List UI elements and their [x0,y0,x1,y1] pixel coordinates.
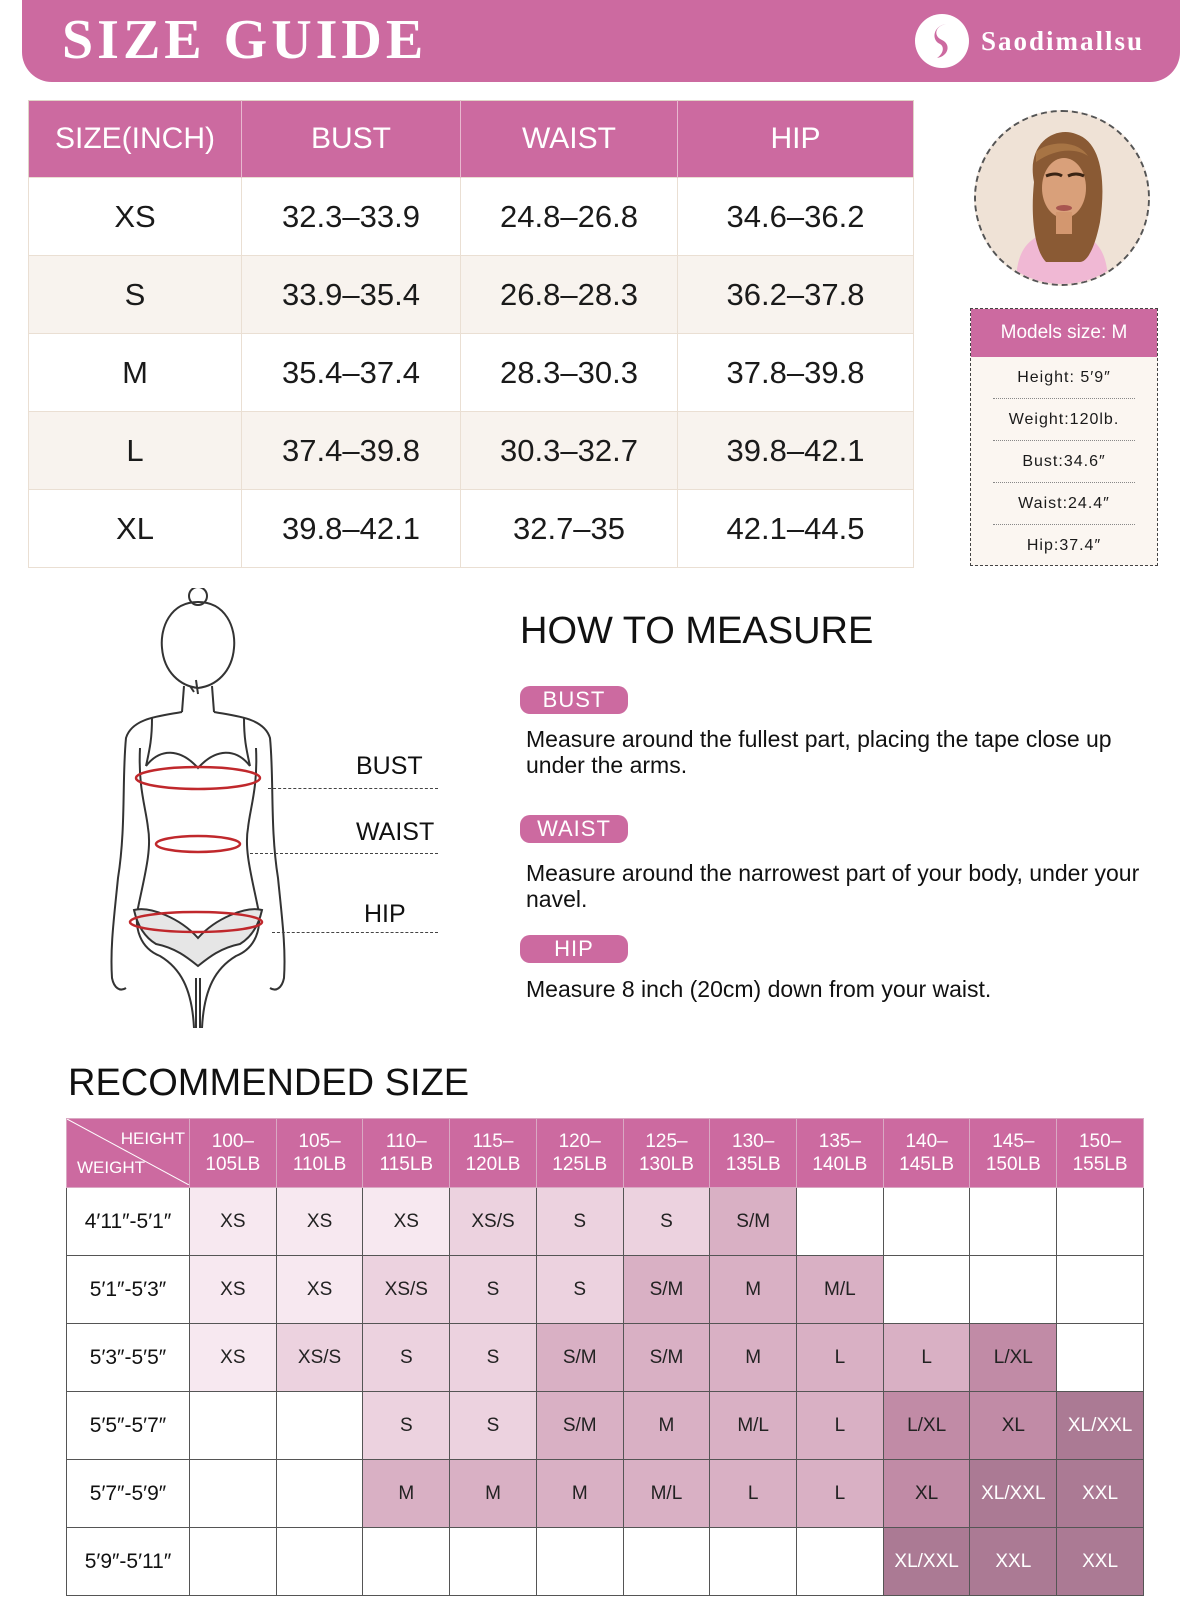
weight-column-header [1057,1119,1144,1188]
measure-bust-pill: BUST [520,686,628,714]
recommended-size-cell: M/L [623,1460,710,1528]
recommended-size-cell: XS/S [276,1324,363,1392]
weight-range-start: 105– [298,1131,341,1152]
recommended-size-cell: L [883,1324,970,1392]
recommended-size-cell: XS [190,1188,277,1256]
measure-waist-pill: WAIST [520,815,628,843]
recommended-size-cell: M/L [710,1392,797,1460]
measurement-cell: 33.9–35.4 [242,256,461,334]
measurement-cell: 37.4–39.8 [242,412,461,490]
measurement-cell: 35.4–37.4 [242,334,461,412]
model-height: Height: 5′9″ [993,357,1135,399]
recommended-size-cell [1057,1324,1144,1392]
measure-waist-text: Measure around the narrowest part of your body, under your navel. [526,860,1140,912]
recommended-size-cell: S/M [710,1188,797,1256]
measurement-cell: 28.3–30.3 [461,334,678,412]
recommended-size-cell: M [450,1460,537,1528]
measurement-cell: 26.8–28.3 [461,256,678,334]
recommended-size-cell: M [536,1460,623,1528]
recommended-size-cell: S [450,1256,537,1324]
corner-label-weight: WEIGHT [77,1158,145,1177]
weight-range-start: 120– [558,1131,601,1152]
model-size-box [970,308,1158,566]
brand-logo-icon [915,14,969,68]
recommended-size-cell: S/M [623,1324,710,1392]
recommended-size-cell: XS/S [363,1256,450,1324]
recommended-size-cell [797,1528,884,1596]
recommended-size-cell [1057,1188,1144,1256]
recommended-size-cell: M [710,1256,797,1324]
height-row-header: 5′5″-5′7″ [67,1392,190,1460]
header-banner [22,0,1180,82]
recommended-size-cell: XS [276,1188,363,1256]
recommended-row [67,1460,1144,1528]
measure-bust-text: Measure around the fullest part, placing the tape close up under the arms. [526,726,1112,778]
size-chart-header: BUST [242,101,461,178]
recommended-size-cell: XL/XXL [970,1460,1057,1528]
height-row-header: 5′9″-5′11″ [67,1528,190,1596]
weight-range-end: 130LB [638,1154,694,1175]
recommended-size-cell: XL/XXL [1057,1392,1144,1460]
measurement-cell: 34.6–36.2 [678,178,914,256]
weight-range-end: 135LB [725,1154,781,1175]
recommended-size-cell [883,1188,970,1256]
model-hip: Hip:37.4″ [1026,537,1102,554]
measurement-cell: 39.8–42.1 [678,412,914,490]
recommended-size-cell [970,1188,1057,1256]
recommended-size-cell [450,1528,537,1596]
recommended-size-cell [190,1460,277,1528]
body-figure [100,588,300,1033]
recommended-size-cell: XL [883,1460,970,1528]
figure-label-waist: WAIST [356,818,435,846]
measurement-cell: 37.8–39.8 [678,334,914,412]
size-label-cell: XS [29,178,242,256]
recommended-size-cell: XL/XXL [883,1528,970,1596]
model-size-title: Models size: M [971,309,1157,357]
recommended-size-cell [363,1528,450,1596]
recommended-size-cell: S [536,1188,623,1256]
weight-range-start: 110– [385,1131,427,1152]
height-row-header: 5′3″-5′5″ [67,1324,190,1392]
recommended-size-cell: XXL [1057,1528,1144,1596]
recommended-row [67,1256,1144,1324]
recommended-size-cell: L [710,1460,797,1528]
weight-range-start: 115– [472,1131,514,1152]
brand-name: Saodimallsu [980,25,1144,56]
weight-range-end: 125LB [552,1154,608,1175]
weight-column-header [797,1119,884,1188]
weight-range-start: 145– [992,1131,1035,1152]
model-weight: Weight:120lb. [993,399,1135,441]
recommended-size-cell: XL [970,1392,1057,1460]
size-chart-row [29,334,914,412]
weight-column-header [970,1119,1057,1188]
size-chart-row [29,412,914,490]
recommended-size-cell: XS [276,1256,363,1324]
recommended-size-cell [710,1528,797,1596]
recommended-row [67,1188,1144,1256]
weight-range-end: 115LB [379,1154,434,1175]
size-chart-row [29,490,914,568]
size-chart-header: SIZE(INCH) [29,101,242,178]
measure-hip-pill: HIP [520,935,628,963]
recommended-row [67,1392,1144,1460]
recommended-size-cell: S [363,1392,450,1460]
size-chart-header-row [29,101,914,178]
height-row-header: 5′7″-5′9″ [67,1460,190,1528]
recommended-size-cell: XXL [970,1528,1057,1596]
recommended-size-cell [883,1256,970,1324]
recommended-header-row [67,1119,1144,1188]
figure-line-waist [250,853,438,854]
weight-column-header [363,1119,450,1188]
weight-column-header [276,1119,363,1188]
weight-range-end: 155LB [1072,1154,1128,1175]
recommended-row [67,1528,1144,1596]
size-chart-row [29,178,914,256]
recommended-size-cell: XXL [1057,1460,1144,1528]
weight-column-header [710,1119,797,1188]
recommended-size-cell: M/L [797,1256,884,1324]
size-label-cell: M [29,334,242,412]
recommended-size-cell: XS [363,1188,450,1256]
size-label-cell: XL [29,490,242,568]
recommended-size-cell: L [797,1324,884,1392]
weight-column-header [536,1119,623,1188]
weight-column-header [623,1119,710,1188]
weight-range-start: 130– [732,1131,775,1152]
measurement-cell: 32.7–35 [461,490,678,568]
recommended-size-cell: L/XL [883,1392,970,1460]
weight-range-start: 100– [211,1131,254,1152]
recommended-size-cell [190,1528,277,1596]
recommended-size-cell: M [710,1324,797,1392]
size-chart-header: HIP [678,101,914,178]
size-chart-row [29,256,914,334]
measurement-cell: 24.8–26.8 [461,178,678,256]
body-outline-icon [100,588,300,1028]
weight-range-end: 145LB [899,1154,955,1175]
height-row-header: 4′11″-5′1″ [67,1188,190,1256]
recommended-size-cell [623,1528,710,1596]
how-to-measure-title: HOW TO MEASURE [520,610,874,652]
brand [915,14,1144,68]
measurement-cell: 30.3–32.7 [461,412,678,490]
measurement-cell: 39.8–42.1 [242,490,461,568]
figure-line-hip [272,932,438,933]
recommended-size-cell [276,1392,363,1460]
weight-column-header [883,1119,970,1188]
recommended-size-cell [276,1460,363,1528]
weight-range-start: 150– [1078,1131,1122,1152]
recommended-size-cell: XS [190,1324,277,1392]
recommended-size-cell: M [623,1392,710,1460]
weight-range-end: 120LB [465,1154,521,1175]
recommended-size-cell [1057,1256,1144,1324]
recommended-size-cell: L/XL [970,1324,1057,1392]
recommended-size-cell: S [536,1256,623,1324]
height-row-header: 5′1″-5′3″ [67,1256,190,1324]
weight-column-header [190,1119,277,1188]
recommended-size-cell: XS [190,1256,277,1324]
weight-range-end: 150LB [985,1154,1041,1175]
figure-label-bust: BUST [356,752,423,780]
size-label-cell: L [29,412,242,490]
weight-range-start: 125– [645,1131,688,1152]
measurement-cell: 32.3–33.9 [242,178,461,256]
model-bust: Bust:34.6″ [993,441,1135,483]
recommended-size-cell [797,1188,884,1256]
recommended-size-cell: S/M [623,1256,710,1324]
model-photo [974,110,1150,286]
recommended-size-cell: L [797,1392,884,1460]
model-waist: Waist:24.4″ [993,483,1135,525]
recommended-size-cell [536,1528,623,1596]
weight-column-header [450,1119,537,1188]
recommended-size-title: RECOMMENDED SIZE [68,1062,470,1104]
weight-range-end: 110LB [292,1154,347,1175]
measurement-cell: 42.1–44.5 [678,490,914,568]
weight-range-start: 135– [818,1131,862,1152]
recommended-size-cell [970,1256,1057,1324]
figure-label-hip: HIP [364,900,406,928]
weight-range-end: 140LB [812,1154,868,1175]
figure-line-bust [268,788,438,789]
measurement-cell: 36.2–37.8 [678,256,914,334]
weight-range-end: 105LB [205,1154,261,1175]
recommended-size-cell: L [797,1460,884,1528]
page-title: SIZE GUIDE [62,9,428,71]
recommended-size-cell [190,1392,277,1460]
recommended-size-cell: XS/S [450,1188,537,1256]
size-chart-table [28,100,914,568]
recommended-size-cell [276,1528,363,1596]
recommended-size-cell: S [363,1324,450,1392]
recommended-size-cell: S [450,1324,537,1392]
corner-label-height: HEIGHT [120,1129,185,1148]
weight-range-start: 140– [905,1131,948,1152]
recommended-size-table [66,1118,1144,1596]
recommended-size-cell: M [363,1460,450,1528]
size-label-cell: S [29,256,242,334]
measure-hip-text: Measure 8 inch (20cm) down from your waist. [526,976,992,1002]
recommended-corner-cell [67,1119,190,1188]
recommended-size-cell: S/M [536,1392,623,1460]
recommended-row [67,1324,1144,1392]
recommended-size-cell: S/M [536,1324,623,1392]
size-chart-header: WAIST [461,101,678,178]
recommended-size-cell: S [450,1392,537,1460]
recommended-size-cell: S [623,1188,710,1256]
